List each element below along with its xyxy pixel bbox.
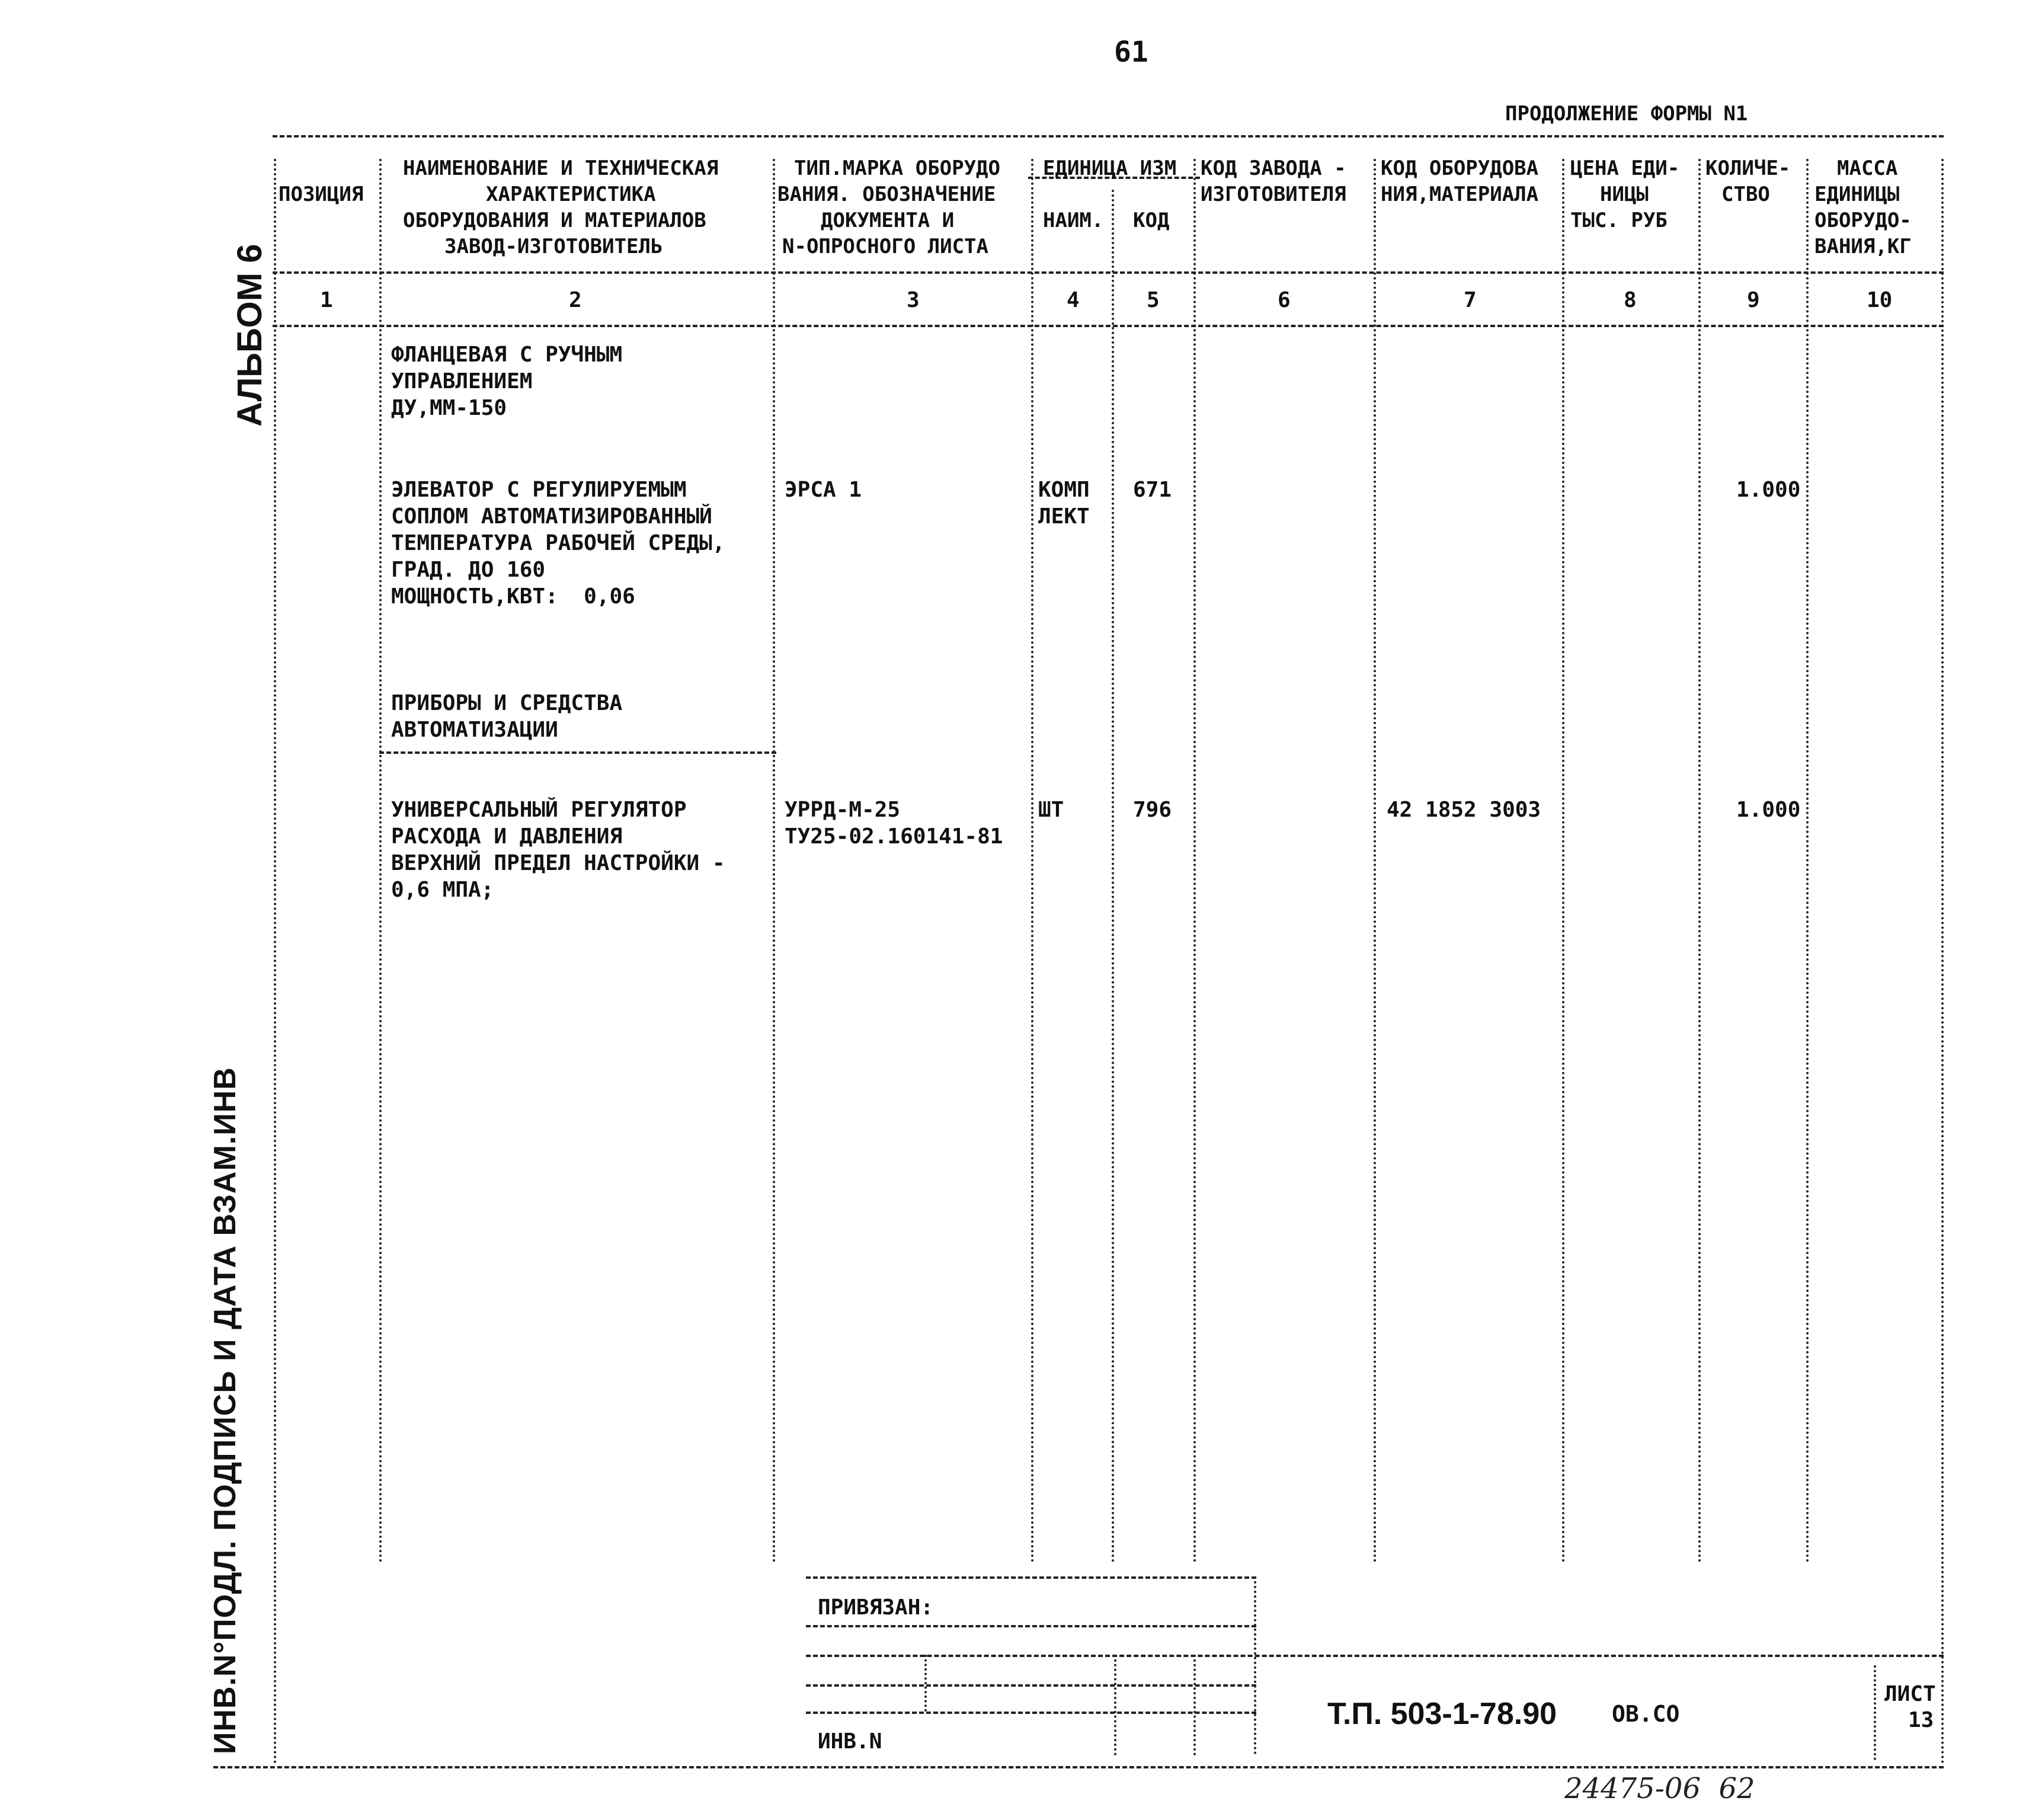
row4-name-l1: УНИВЕРСАЛЬНЫЙ РЕГУЛЯТОР (391, 798, 687, 822)
rule-stamp-wide (806, 1655, 1944, 1657)
row2-name-l3: ТЕМПЕРАТУРА РАБОЧЕЙ СРЕДЫ, (391, 531, 725, 555)
rule-subsection (379, 751, 776, 754)
header-c5: КОД (1133, 209, 1170, 232)
rule-top (273, 135, 1944, 137)
colnum-1: 1 (320, 288, 333, 312)
row2-name-l2: СОПЛОМ АВТОМАТИЗИРОВАННЫЙ (391, 504, 712, 529)
row1-name-l3: ДУ,ММ-150 (391, 396, 507, 420)
stamp-sep-b (1114, 1655, 1116, 1755)
rule-stamp-mid (806, 1625, 1256, 1627)
header-c2-l2: ХАРАКТЕРИСТИКА (486, 183, 656, 206)
row4-unit: ШТ (1038, 798, 1064, 822)
row3-name-l2: АВТОМАТИЗАЦИИ (391, 718, 558, 742)
row2-unit-l1: КОМП (1038, 478, 1090, 502)
sheet-number: 13 (1908, 1708, 1934, 1732)
col-sep-1-2 (379, 159, 382, 1563)
rule-header-bottom (273, 271, 1944, 274)
colnum-7: 7 (1464, 288, 1477, 312)
form-label: ПРОДОЛЖЕНИЕ ФОРМЫ N1 (1505, 102, 1748, 126)
header-c8-l2: НИЦЫ (1600, 183, 1649, 206)
row2-type: ЭРСА 1 (785, 478, 862, 502)
header-c8-l3: ТЫС. РУБ (1570, 209, 1668, 232)
colnum-3: 3 (907, 288, 920, 312)
colnum-10: 10 (1867, 288, 1893, 312)
header-c2-l4: ЗАВОД-ИЗГОТОВИТЕЛЬ (444, 235, 663, 258)
doc-suffix: ОВ.СО (1612, 1701, 1680, 1727)
col-sep-3-4 (1031, 159, 1033, 1563)
header-c2-l3: ОБОРУДОВАНИЯ И МАТЕРИАЛОВ (403, 209, 706, 232)
row2-unit-l2: ЛЕКТ (1038, 504, 1090, 529)
row1-name-l1: ФЛАНЦЕВАЯ С РУЧНЫМ (391, 343, 623, 367)
handwritten-number: 24475-06 62 (1564, 1772, 1755, 1805)
colnum-6: 6 (1278, 288, 1291, 312)
colnum-8: 8 (1624, 288, 1637, 312)
header-c3-l2: ВАНИЯ. ОБОЗНАЧЕНИЕ (777, 183, 996, 206)
sheet-label: ЛИСТ (1884, 1682, 1936, 1706)
row1-name-l2: УПРАВЛЕНИЕМ (391, 369, 533, 394)
doc-code: Т.П. 503-1-78.90 (1327, 1697, 1557, 1731)
col-sep-5-6 (1193, 159, 1196, 1563)
col-sep-7-8 (1562, 159, 1564, 1563)
header-c3-l1: ТИП.МАРКА ОБОРУДО (794, 156, 1000, 180)
header-c6-l1: КОД ЗАВОДА - (1201, 156, 1346, 180)
rule-stamp-top (806, 1576, 1256, 1579)
col-sep-4-5 (1112, 190, 1114, 1563)
rule-colnum-bottom (273, 325, 1944, 327)
page-number: 61 (1114, 36, 1148, 69)
stamp-sep-right (1254, 1576, 1256, 1754)
row2-qty: 1.000 (1736, 478, 1801, 502)
row4-equip-code: 42 1852 3003 (1387, 798, 1541, 822)
header-c8-l1: ЦЕНА ЕДИ- (1570, 156, 1680, 180)
colnum-5: 5 (1147, 288, 1160, 312)
row4-type-l2: ТУ25-02.160141-81 (785, 824, 1003, 849)
privyazan-label: ПРИВЯЗАН: (818, 1595, 934, 1620)
colnum-9: 9 (1747, 288, 1760, 312)
inv-label: ИНВ.N (818, 1729, 882, 1754)
rule-bottom (213, 1766, 1944, 1768)
row2-name-l1: ЭЛЕВАТОР С РЕГУЛИРУЕМЫМ (391, 478, 687, 502)
header-c10-l1: МАССА (1837, 156, 1898, 180)
header-c2-l1: НАИМЕНОВАНИЕ И ТЕХНИЧЕСКАЯ (403, 156, 719, 180)
col-sep-2-3 (773, 159, 775, 1563)
col-sep-8-9 (1698, 159, 1701, 1563)
col-sep-right (1941, 159, 1944, 1765)
stamp-sep-a (924, 1655, 927, 1712)
rule-stamp-row3 (806, 1712, 1256, 1714)
colnum-2: 2 (569, 288, 582, 312)
header-c4: НАИМ. (1043, 209, 1104, 232)
row2-code: 671 (1133, 478, 1172, 502)
row4-name-l2: РАСХОДА И ДАВЛЕНИЯ (391, 824, 623, 849)
sheet-sep (1874, 1665, 1876, 1760)
header-units: ЕДИНИЦА ИЗМ (1043, 156, 1177, 180)
row4-type-l1: УРРД-М-25 (785, 798, 901, 822)
header-c10-l3: ОБОРУДО- (1814, 209, 1912, 232)
header-c6-l2: ИЗГОТОВИТЕЛЯ (1201, 183, 1346, 206)
row2-name-l5: МОЩНОСТЬ,КВТ: 0,06 (391, 584, 635, 609)
row2-name-l4: ГРАД. ДО 160 (391, 558, 546, 582)
header-c10-l4: ВАНИЯ,КГ (1814, 235, 1912, 258)
row3-name-l1: ПРИБОРЫ И СРЕДСТВА (391, 691, 623, 715)
header-c10-l2: ЕДИНИЦЫ (1814, 183, 1900, 206)
row4-qty: 1.000 (1736, 798, 1801, 822)
col-sep-6-7 (1374, 159, 1376, 1563)
rule-stamp-row2 (806, 1684, 1256, 1687)
header-c3-l3: ДОКУМЕНТА И (821, 209, 955, 232)
header-c3-l4: N-ОПРОСНОГО ЛИСТА (782, 235, 988, 258)
stamp-sep-c (1193, 1655, 1196, 1755)
col-sep-left (274, 159, 276, 1765)
album-label: АЛЬБОМ 6 (231, 244, 269, 427)
header-c7-l2: НИЯ,МАТЕРИАЛА (1381, 183, 1539, 206)
header-c1: ПОЗИЦИЯ (279, 183, 364, 206)
header-c7-l1: КОД ОБОРУДОВА (1381, 156, 1539, 180)
row4-name-l4: 0,6 МПА; (391, 878, 494, 902)
side-stamp: ИНВ.N°ПОДЛ. ПОДПИСЬ И ДАТА ВЗАМ.ИНВ (208, 1067, 242, 1754)
row4-code: 796 (1133, 798, 1172, 822)
col-sep-9-10 (1806, 159, 1809, 1563)
row4-name-l3: ВЕРХНИЙ ПРЕДЕЛ НАСТРОЙКИ - (391, 851, 725, 875)
header-c9-l2: СТВО (1721, 183, 1770, 206)
colnum-4: 4 (1067, 288, 1080, 312)
header-c9-l1: КОЛИЧЕ- (1705, 156, 1791, 180)
